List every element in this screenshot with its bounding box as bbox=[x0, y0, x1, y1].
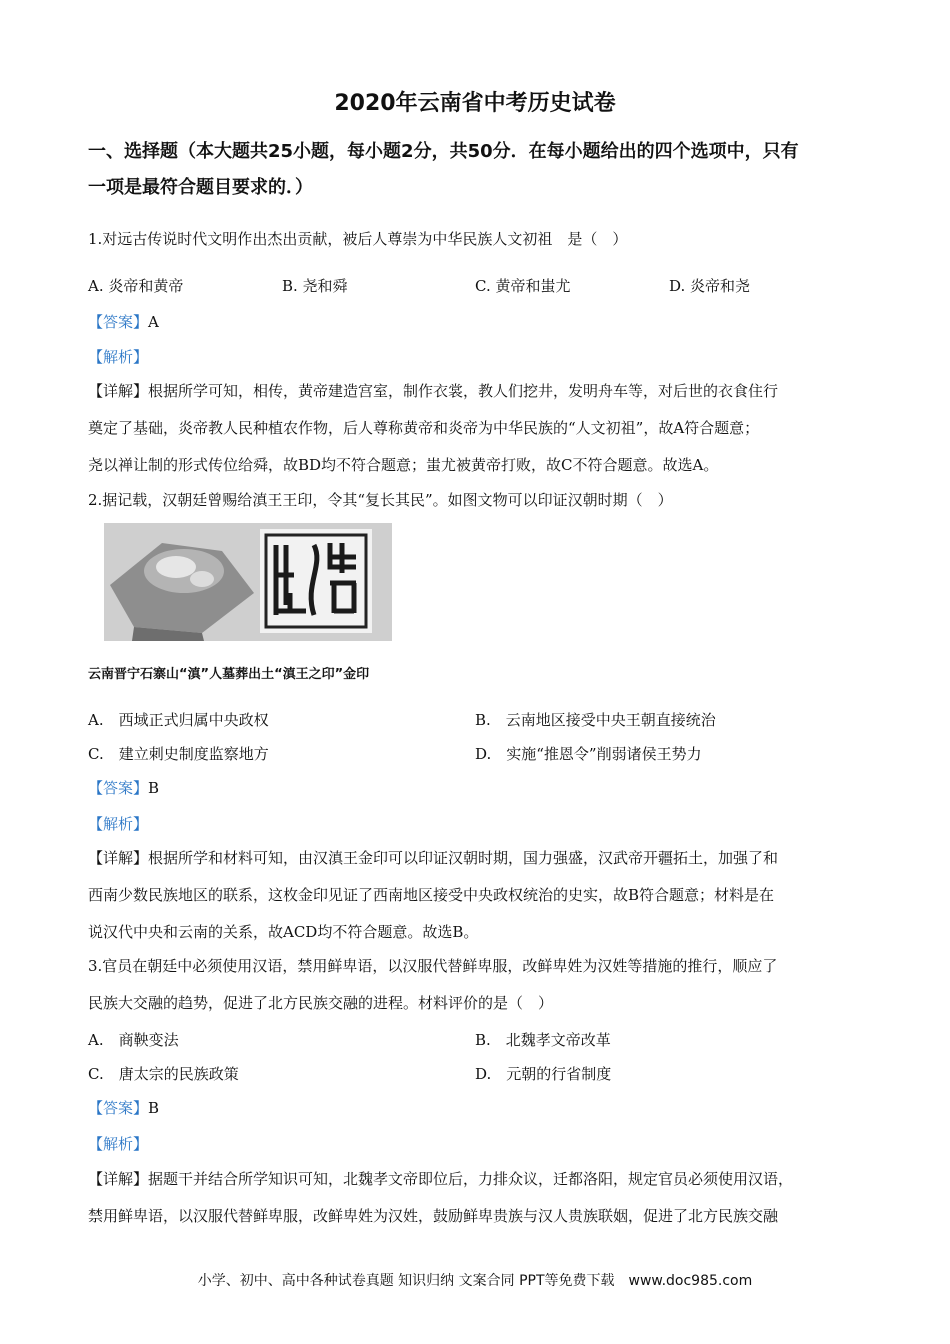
q1-detail-line-3: 尧以禅让制的形式传位给舜，故BD均不符合题意；蚩尤被黄帝打败，故C不符合题意。故选A。 bbox=[88, 456, 719, 474]
q3-answer-row bbox=[88, 1097, 878, 1118]
figure-caption: 云南晋宁石寨山“滇”人墓葬出土“滇王之印”金印 bbox=[88, 667, 370, 682]
q3-detail-line-2: 禁用鲜卑语，以汉服代替鲜卑服，改鲜卑姓为汉姓，鼓励鲜卑贵族与汉人贵族联姻，促进了北方民族交融 bbox=[88, 1207, 779, 1225]
q1-detail-line-2: 奠定了基础，炎帝教人民种植农作物，后人尊称黄帝和炎帝为中华民族的“人文初祖”，故A符合题意； bbox=[88, 419, 760, 437]
q3-stem-line-2: 民族大交融的趋势，促进了北方民族交融的进程。材料评价的是（ ） bbox=[88, 994, 554, 1012]
q2-detail-line-2: 西南少数民族地区的联系，这枚金印见证了西南地区接受中央政权统治的史实，故B符合题意；材料是在 bbox=[88, 886, 775, 904]
q1-option-a: A. 炎帝和黄帝 bbox=[88, 277, 184, 295]
q3-answer: B bbox=[148, 1099, 160, 1117]
q1-stem: 1.对远古传说时代文明作出杰出贡献，被后人尊崇为中华民族人文初祖 是（ ） bbox=[88, 230, 628, 248]
page-footer: 小学、初中、高中各种试卷真题 知识归纳 文案合同 PPT等免费下载 www.doc985.com bbox=[197, 1273, 753, 1289]
detail-tag: 【详解】 bbox=[88, 849, 149, 867]
q2-detail-line-1: 【详解】根据所学和材料可知，由汉滇王金印可以印证汉朝时期，国力强盛，汉武帝开疆拓土，加强了和 bbox=[88, 849, 779, 867]
q1-option-c: C. 黄帝和蚩尤 bbox=[475, 277, 571, 295]
q1-option-d: D. 炎帝和尧 bbox=[669, 277, 751, 295]
analysis-tag: 【解析】 bbox=[88, 1135, 149, 1153]
q2-answer-row bbox=[88, 777, 878, 798]
answer-tag: 【答案】 bbox=[88, 313, 149, 331]
q3-detail-line-1: 【详解】据题干并结合所学知识可知，北魏孝文帝即位后，力排众议，迁都洛阳，规定官员必须使用汉语， bbox=[88, 1170, 794, 1188]
page-title: 2020年云南省中考历史试卷 bbox=[334, 91, 616, 116]
section-heading-line-1: 一、选择题（本大题共25小题，每小题2分，共50分．在每小题给出的四个选项中，只有 bbox=[88, 141, 799, 162]
section-heading-line-2: 一项是最符合题目要求的．） bbox=[88, 177, 313, 198]
q2-option-c: C. 建立刺史制度监察地方 bbox=[88, 745, 269, 763]
detail-tag: 【详解】 bbox=[88, 382, 149, 400]
q1-analysis-row bbox=[88, 346, 878, 367]
q2-analysis-row bbox=[88, 813, 878, 834]
q2-detail-line-3: 说汉代中央和云南的关系，故ACD均不符合题意。故选B。 bbox=[88, 923, 479, 941]
q3-option-c: C. 唐太宗的民族政策 bbox=[88, 1065, 239, 1083]
q2-option-b: B. 云南地区接受中央王朝直接统治 bbox=[475, 711, 716, 729]
golden-seal-photo bbox=[104, 523, 392, 641]
q1-option-b: B. 尧和舜 bbox=[282, 277, 348, 295]
q1-answer-row bbox=[88, 311, 878, 332]
q3-option-d: D. 元朝的行省制度 bbox=[475, 1065, 612, 1083]
answer-tag: 【答案】 bbox=[88, 1099, 149, 1117]
q3-option-a: A. 商鞅变法 bbox=[88, 1031, 179, 1049]
detail-tag: 【详解】 bbox=[88, 1170, 149, 1188]
q1-answer: A bbox=[148, 313, 159, 331]
answer-tag: 【答案】 bbox=[88, 779, 149, 797]
q2-option-d: D. 实施“推恩令”削弱诸侯王势力 bbox=[475, 745, 702, 763]
seal-image bbox=[104, 523, 392, 641]
q3-option-b: B. 北魏孝文帝改革 bbox=[475, 1031, 611, 1049]
analysis-tag: 【解析】 bbox=[88, 348, 149, 366]
q3-analysis-row bbox=[88, 1133, 878, 1154]
q2-answer: B bbox=[148, 779, 160, 797]
q3-stem-line-1: 3.官员在朝廷中必须使用汉语，禁用鲜卑语，以汉服代替鲜卑服，改鲜卑姓为汉姓等措施的推行，顺应了 bbox=[88, 957, 778, 975]
q2-stem: 2.据记载，汉朝廷曾赐给滇王王印，令其“复长其民”。如图文物可以印证汉朝时期（ ） bbox=[88, 491, 673, 509]
analysis-tag: 【解析】 bbox=[88, 815, 149, 833]
q1-detail-line-1: 【详解】根据所学可知，相传，黄帝建造宫室，制作衣裳，教人们挖井，发明舟车等，对后世的衣食住行 bbox=[88, 382, 779, 400]
q2-option-a: A. 西域正式归属中央政权 bbox=[88, 711, 269, 729]
